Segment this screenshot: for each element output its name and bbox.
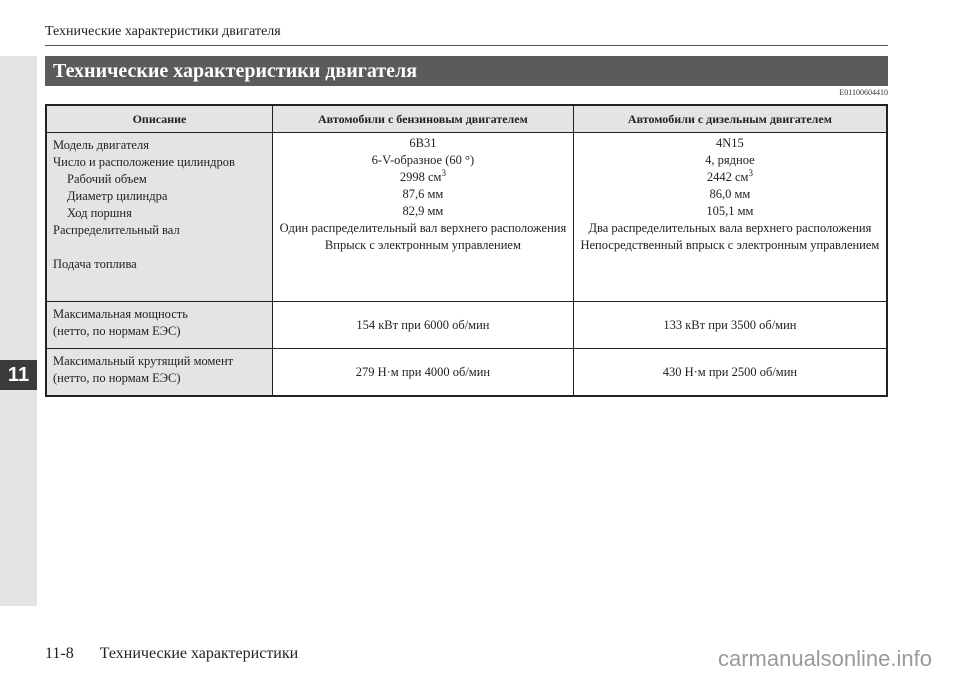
diesel-cylinders: 4, рядное	[705, 153, 755, 167]
petrol-model: 6B31	[409, 136, 437, 150]
petrol-torque: 279 Н·м при 4000 об/мин	[273, 349, 574, 397]
col-header-petrol: Автомобили с бензиновым двигателем	[273, 105, 574, 133]
engine-specs-table	[45, 104, 888, 397]
document-code: E01100604410	[839, 88, 888, 97]
table-row	[46, 133, 887, 302]
header-rule	[45, 45, 888, 46]
petrol-camshaft: Один распределительный вал верхнего расположения	[279, 221, 567, 235]
diesel-bore: 86,0 мм	[709, 187, 751, 201]
petrol-power: 154 кВт при 6000 об/мин	[273, 302, 574, 349]
label-displacement: Рабочий объем	[67, 172, 147, 186]
diesel-displacement	[580, 169, 880, 186]
diesel-torque: 430 Н·м при 2500 об/мин	[573, 349, 887, 397]
cube-superscript: 3	[748, 167, 753, 178]
petrol-fuel-supply: Впрыск с электронным управлением	[324, 238, 521, 252]
row-labels-cell	[46, 133, 273, 302]
petrol-cylinders: 6-V-образное (60 °)	[371, 153, 475, 167]
col-header-description: Описание	[46, 105, 273, 133]
table-row	[46, 349, 887, 397]
col-header-diesel: Автомобили с дизельным двигателем	[573, 105, 887, 133]
torque-label-cell	[46, 349, 273, 397]
diesel-power: 133 кВт при 3500 об/мин	[573, 302, 887, 349]
petrol-bore: 87,6 мм	[402, 187, 444, 201]
page-number: 11-8	[45, 645, 74, 662]
label-max-torque-note: (нетто, по нормам ЕЭС)	[53, 371, 181, 385]
running-header: Технические характеристики двигателя	[45, 24, 281, 39]
label-fuel-supply: Подача топлива	[53, 257, 137, 271]
diesel-displacement-value: 2442 см	[706, 170, 749, 184]
page-footer	[45, 645, 298, 663]
petrol-stroke: 82,9 мм	[402, 204, 444, 218]
chapter-badge: 11	[0, 360, 37, 390]
diesel-camshaft: Два распределительных вала верхнего расположения	[588, 221, 872, 235]
petrol-specs-cell	[273, 133, 574, 302]
diesel-stroke: 105,1 мм	[706, 204, 754, 218]
label-engine-model: Модель двигателя	[53, 138, 149, 152]
label-max-power: Максимальная мощность	[53, 307, 188, 321]
label-max-torque: Максимальный крутящий момент	[53, 354, 234, 368]
diesel-fuel-supply: Непосредственный впрыск с электронным управлением	[580, 238, 880, 252]
section-title: Технические характеристики двигателя	[45, 56, 888, 86]
label-bore: Диаметр цилиндра	[67, 189, 168, 203]
label-max-power-note: (нетто, по нормам ЕЭС)	[53, 324, 181, 338]
petrol-displacement	[279, 169, 567, 186]
diesel-model: 4N15	[716, 136, 744, 150]
watermark: carmanualsonline.info	[717, 646, 932, 671]
table-header-row	[46, 105, 887, 133]
label-cylinders: Число и расположение цилиндров	[53, 155, 235, 169]
label-camshaft: Распределительный вал	[53, 223, 180, 237]
label-stroke: Ход поршня	[67, 206, 132, 220]
diesel-specs-cell	[573, 133, 887, 302]
petrol-displacement-value: 2998 см	[399, 170, 442, 184]
chapter-side-tab	[0, 56, 37, 606]
footer-section-name: Технические характеристики	[99, 645, 299, 662]
cube-superscript: 3	[441, 167, 446, 178]
power-label-cell	[46, 302, 273, 349]
table-row	[46, 302, 887, 349]
